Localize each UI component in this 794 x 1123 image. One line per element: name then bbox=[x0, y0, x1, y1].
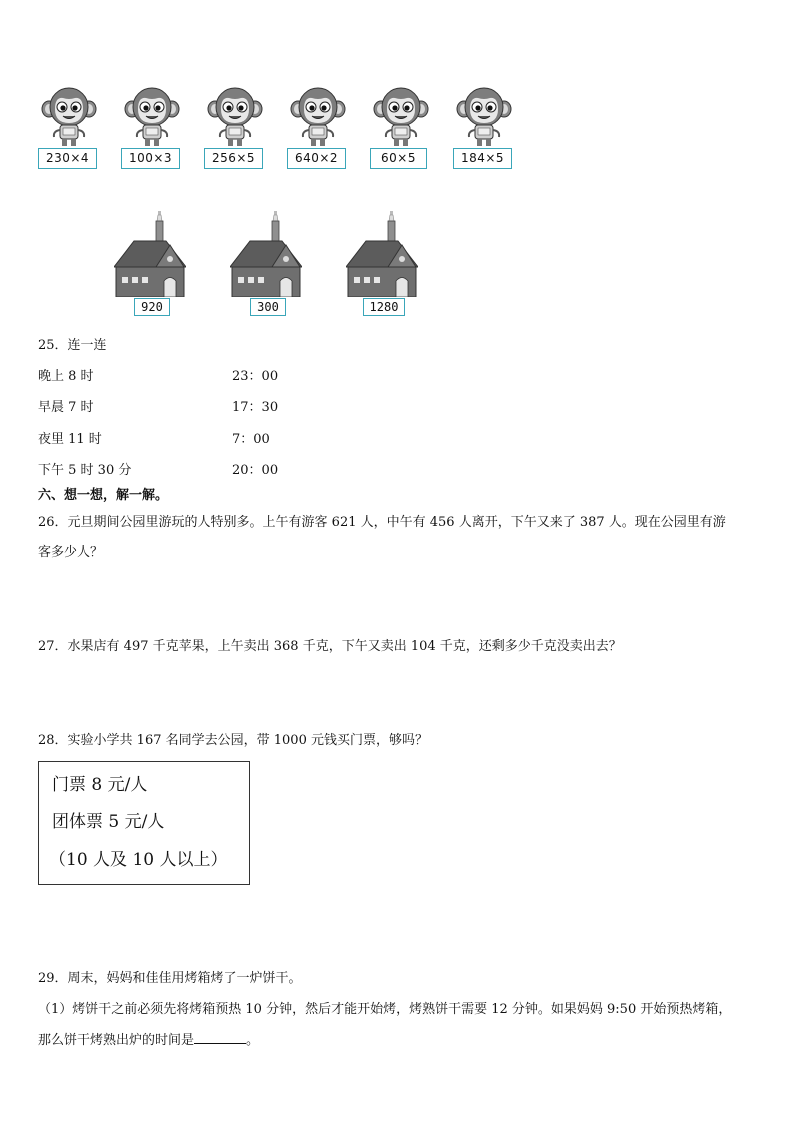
q25-left-3: 夜里 11 时 bbox=[38, 432, 102, 447]
q29-text: 29．周末，妈妈和佳佳用烤箱烤了一炉饼干。 bbox=[38, 971, 302, 986]
monkey-expression-card[interactable]: 640×2 bbox=[287, 148, 346, 169]
monkey-expression-card[interactable]: 100×3 bbox=[121, 148, 180, 169]
monkey-icon bbox=[204, 85, 266, 147]
monkey-figure bbox=[453, 85, 515, 147]
monkey-figure bbox=[370, 85, 432, 147]
house-figure bbox=[114, 211, 194, 301]
section-6-title: 六、想一想，解一解。 bbox=[38, 488, 169, 503]
monkey-figure bbox=[38, 85, 100, 147]
q29-sub1-line1: （1）烤饼干之前必须先将烤箱预热 10 分钟，然后才能开始烤，烤熟饼干需要 12 分钟。如果妈妈 9:50 开始预热烤箱， bbox=[38, 1002, 732, 1017]
house-figure bbox=[346, 211, 426, 301]
ticket-price-box bbox=[38, 761, 250, 885]
monkey-icon bbox=[370, 85, 432, 147]
q28-text: 28．实验小学共 167 名同学去公园，带 1000 元钱买门票，够吗？ bbox=[38, 733, 428, 748]
q25-left-4: 下午 5 时 30 分 bbox=[38, 463, 132, 478]
house-number-card[interactable]: 1280 bbox=[363, 298, 405, 316]
q26-line2: 客多少人？ bbox=[38, 545, 104, 560]
q25-right-4: 20：00 bbox=[232, 463, 279, 478]
q25-title: 25．连一连 bbox=[38, 338, 107, 353]
monkey-expression-card[interactable]: 184×5 bbox=[453, 148, 512, 169]
monkey-icon bbox=[121, 85, 183, 147]
house-figure bbox=[230, 211, 310, 301]
house-number-card[interactable]: 920 bbox=[134, 298, 170, 316]
group-condition-line: （10 人及 10 人以上） bbox=[49, 850, 228, 870]
q29-sub1-end: 。 bbox=[246, 1033, 260, 1048]
q25-right-1: 23：00 bbox=[232, 369, 279, 384]
monkey-figure bbox=[121, 85, 183, 147]
monkey-figure bbox=[287, 85, 349, 147]
q27-text: 27．水果店有 497 千克苹果，上午卖出 368 千克，下午又卖出 104 千克，还剩多少千克没卖出去？ bbox=[38, 639, 622, 654]
q25-right-2: 17：30 bbox=[232, 400, 279, 415]
q26-line1: 26．元旦期间公园里游玩的人特别多。上午有游客 621 人，中午有 456 人离开，下午又来了 387 人。现在公园里有游 bbox=[38, 515, 726, 530]
house-number-card[interactable]: 300 bbox=[250, 298, 286, 316]
monkey-expression-card[interactable]: 60×5 bbox=[370, 148, 427, 169]
monkey-icon bbox=[38, 85, 100, 147]
monkey-figure bbox=[204, 85, 266, 147]
group-ticket-price-line: 团体票 5 元/人 bbox=[52, 812, 165, 832]
monkey-expression-card[interactable]: 230×4 bbox=[38, 148, 97, 169]
q25-left-1: 晚上 8 时 bbox=[38, 369, 94, 384]
answer-blank[interactable] bbox=[194, 1031, 246, 1044]
ticket-price-line: 门票 8 元/人 bbox=[52, 775, 148, 795]
q29-sub1-line2 bbox=[38, 1029, 259, 1048]
q25-left-2: 早晨 7 时 bbox=[38, 400, 94, 415]
monkey-icon bbox=[287, 85, 349, 147]
monkey-expression-card[interactable]: 256×5 bbox=[204, 148, 263, 169]
q25-right-3: 7：00 bbox=[232, 432, 270, 447]
q29-sub1-prompt: 那么饼干烤熟出炉的时间是 bbox=[38, 1033, 195, 1048]
monkey-icon bbox=[453, 85, 515, 147]
